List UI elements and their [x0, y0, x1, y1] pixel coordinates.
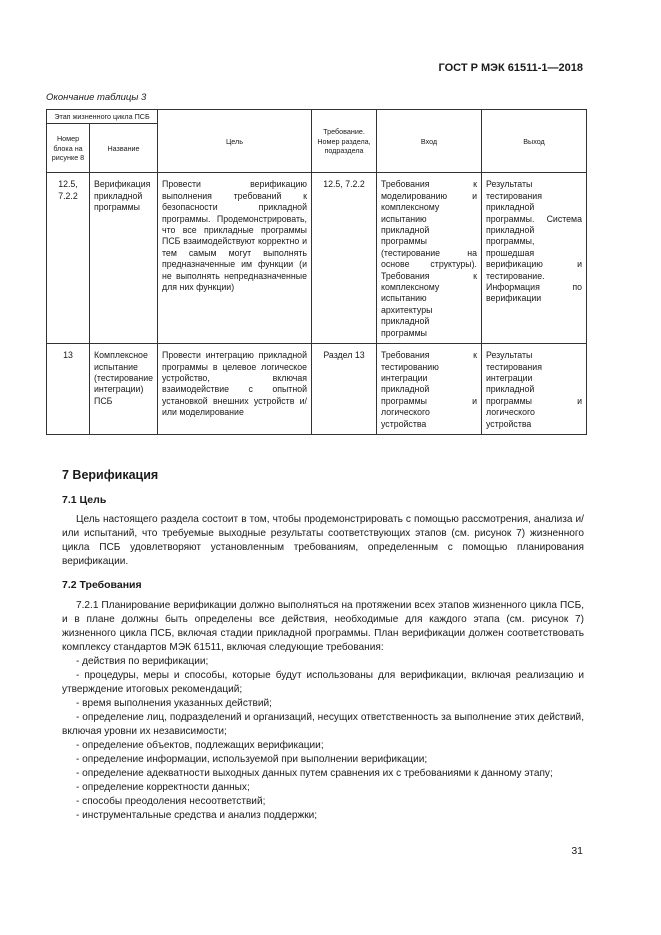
cell-goal: Провести интеграцию прикладной программы в целевое логическое устройство, включая взаимодействие с опытной установкой внешних устройств и/или моделирование — [158, 344, 312, 435]
header-goal: Цель — [158, 110, 312, 173]
cell-block: 13 — [47, 344, 90, 435]
section-title: 7 Верификация — [62, 468, 159, 482]
header-requirement: Требование. Номер раздела, подраздела — [312, 110, 377, 173]
header-output: Выход — [482, 110, 587, 173]
list-item: - определение информации, используемой при выполнении верификации; — [76, 754, 428, 765]
paragraph-7-1 — [62, 513, 584, 569]
cell-name: Верификация прикладной программы — [90, 173, 158, 344]
list-item: - действия по верификации; — [76, 656, 209, 667]
header-stage-group: Этап жизненного цикла ПСБ — [47, 110, 158, 124]
list-item: - время выполнения указанных действий; — [76, 698, 272, 709]
document-header: ГОСТ Р МЭК 61511-1—2018 — [438, 62, 583, 74]
requirements-list — [62, 655, 584, 823]
table-header-row — [47, 110, 587, 124]
cell-requirement: Раздел 13 — [312, 344, 377, 435]
list-item: - определение адекватности выходных данных путем сравнения их с требованиями к данному этапу; — [76, 768, 553, 779]
paragraph-7-1-text: Цель настоящего раздела состоит в том, чтобы продемонстрировать с помощью рассмотрения, анализа и/или испытаний, что требуемые выходные результаты соответствующих этапов (см. рисунок 7) жизненного цикла ПСБ удовлетворяют установленным требованиям, определенным с помощью планирования верификации. — [62, 514, 584, 567]
subsection-title-7-2: 7.2 Требования — [62, 579, 142, 591]
list-item: - определение объектов, подлежащих верификации; — [76, 740, 324, 751]
list-item: - инструментальные средства и анализ поддержки; — [76, 810, 318, 821]
paragraph-7-2-1 — [62, 599, 584, 655]
header-block-number: Номер блока на рисунке 8 — [47, 124, 90, 173]
paragraph-7-2-1-text: 7.2.1 Планирование верификации должно выполняться на протяжении всех этапов жизненного цикла ПСБ, и в плане должны быть определены все действия, необходимые для каждого этапа (см. рисунок 7) жизненного цикла ПСБ, включая стадии прикладной программы. План верификации должен соответствовать комплексу стандартов МЭК 61511, включая следующие требования: — [62, 600, 584, 653]
header-name: Название — [90, 124, 158, 173]
subsection-title-7-1: 7.1 Цель — [62, 494, 107, 506]
page-number: 31 — [571, 845, 583, 857]
cell-input: Требования к тестированию интеграции прикладной программы и логического устройства — [377, 344, 482, 435]
table-row — [47, 173, 587, 344]
cell-requirement: 12.5, 7.2.2 — [312, 173, 377, 344]
list-item: - определение корректности данных; — [76, 782, 250, 793]
lifecycle-table — [46, 109, 587, 435]
cell-input: Требования к моделированию и комплексному испытанию прикладной программы (тестирование на основе структуры). Требования к комплексному испытанию архитектуры прикладной программы — [377, 173, 482, 344]
list-item: - способы преодоления несоответствий; — [76, 796, 266, 807]
cell-name: Комплексное испытание (тестирование интеграции) ПСБ — [90, 344, 158, 435]
cell-output: Результаты тестирования интеграции прикладной программы и логического устройства — [482, 344, 587, 435]
table-caption: Окончание таблицы 3 — [46, 92, 147, 103]
cell-output: Результаты тестирования прикладной программы. Система прикладной программы, прошедшая верификацию и тестирование. Информация по верификации — [482, 173, 587, 344]
list-item: - процедуры, меры и способы, которые будут использованы для верификации, включая реализацию и утверждение итоговых рекомендаций; — [62, 670, 584, 695]
cell-block: 12.5, 7.2.2 — [47, 173, 90, 344]
header-input: Вход — [377, 110, 482, 173]
cell-goal: Провести верификацию выполнения требований к безопасности прикладной программы. Продемонстрировать, что все прикладные программы ПСБ взаимодействуют корректно и тем самым могут выполнять предназначенные им функции (и не выполнять непредназначенные для них функции) — [158, 173, 312, 344]
table-row — [47, 344, 587, 435]
list-item: - определение лиц, подразделений и организаций, несущих ответственность за выполнение этих действий, включая уровни их независимости; — [62, 712, 584, 737]
